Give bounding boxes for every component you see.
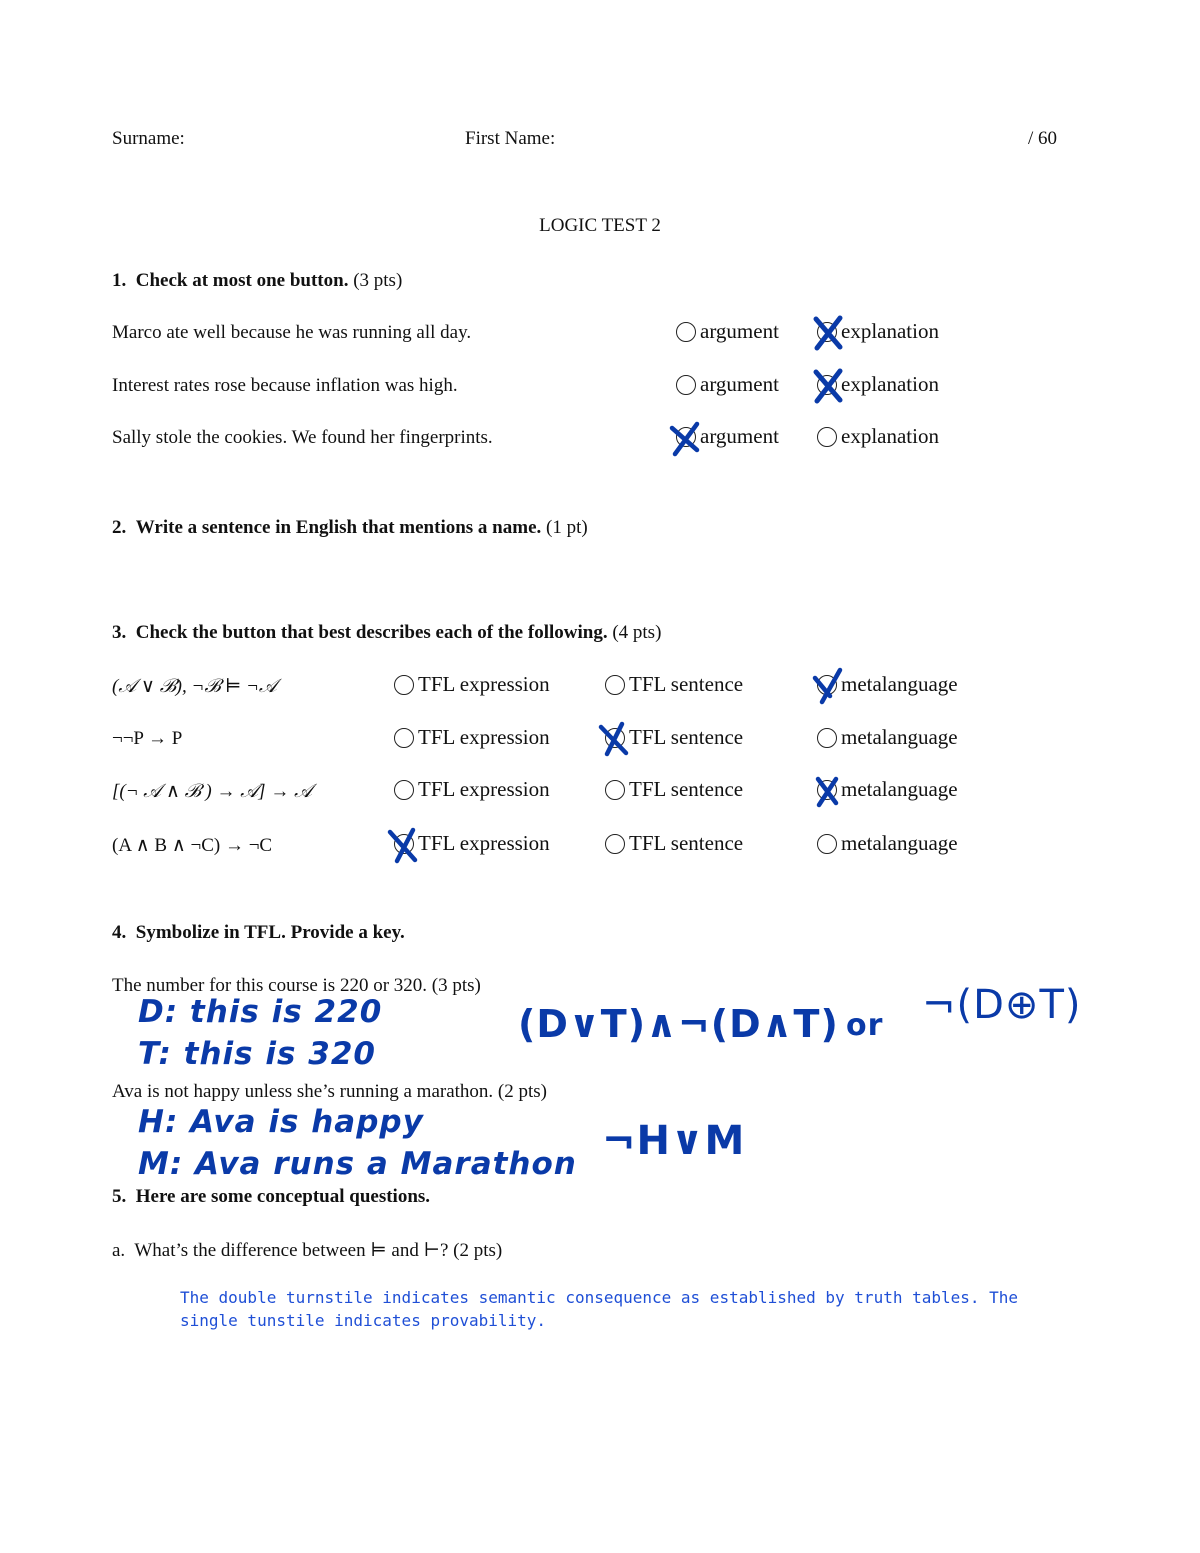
q1-item-3-option-argument[interactable]: argument <box>676 424 779 449</box>
q4a-question: The number for this course is 220 or 320. (3 pts) <box>112 975 481 996</box>
q2-heading: 2. Write a sentence in English that mentions a name. (1 pt) <box>112 517 588 538</box>
radio-button[interactable] <box>676 375 696 395</box>
checkmark-x-icon <box>387 827 423 863</box>
q5a-question: a. What’s the difference between ⊨ and ⊢? (2 pts) <box>112 1240 503 1261</box>
radio-button[interactable] <box>817 427 837 447</box>
radio-button[interactable] <box>605 780 625 800</box>
q1-item-1-option-explanation[interactable]: explanation <box>817 319 939 344</box>
q1-item-3-option-explanation[interactable]: explanation <box>817 424 939 449</box>
radio-button-checked[interactable] <box>817 780 837 800</box>
q4b-key-line-2: M: Ava runs a Marathon <box>138 1146 577 1182</box>
radio-button[interactable] <box>394 675 414 695</box>
q4a-answer-or: or <box>846 1008 884 1043</box>
radio-button[interactable] <box>817 728 837 748</box>
radio-button[interactable] <box>394 780 414 800</box>
radio-button-checked[interactable] <box>605 728 625 748</box>
radio-button[interactable] <box>605 834 625 854</box>
radio-button[interactable] <box>605 675 625 695</box>
q5-heading: 5. Here are some conceptual questions. <box>112 1186 431 1207</box>
q4-heading: 4. Symbolize in TFL. Provide a key. <box>112 922 405 943</box>
q1-item-2-option-argument[interactable]: argument <box>676 372 779 397</box>
q3-item-1-option-sentence[interactable]: TFL sentence <box>605 672 743 697</box>
checkmark-x-icon <box>810 773 846 809</box>
q1-item-2-option-explanation[interactable]: explanation <box>817 372 939 397</box>
q4b-key-line-1: H: Ava is happy <box>138 1104 424 1140</box>
q3-item-4-formula: (A ∧ B ∧ ¬C) → ¬C <box>112 835 273 856</box>
q3-item-3-option-metalanguage[interactable]: metalanguage <box>817 777 958 802</box>
radio-button[interactable] <box>817 834 837 854</box>
q3-item-4-option-metalanguage[interactable]: metalanguage <box>817 831 958 856</box>
radio-button[interactable] <box>394 728 414 748</box>
page-title: LOGIC TEST 2 <box>539 215 661 236</box>
q4b-answer: ¬H∨M <box>602 1118 746 1164</box>
checkmark-x-icon <box>810 368 846 404</box>
checkmark-x-icon <box>810 315 846 351</box>
q3-item-3-option-expression[interactable]: TFL expression <box>394 777 550 802</box>
q4a-key-line-2: T: this is 320 <box>138 1036 376 1072</box>
q3-heading: 3. Check the button that best describes each of the following. (4 pts) <box>112 622 662 643</box>
q3-item-2-option-expression[interactable]: TFL expression <box>394 725 550 750</box>
q3-item-4-option-expression[interactable]: TFL expression <box>394 831 550 856</box>
q3-item-1-formula: (𝒜 ∨ ℬ), ¬ℬ ⊨ ¬𝒜 <box>112 676 277 697</box>
radio-button-checked[interactable] <box>817 675 837 695</box>
q1-item-2-text: Interest rates rose because inflation was high. <box>112 375 458 396</box>
q3-item-1-option-expression[interactable]: TFL expression <box>394 672 550 697</box>
surname-label: Surname: <box>112 128 185 149</box>
q3-item-3-option-sentence[interactable]: TFL sentence <box>605 777 743 802</box>
firstname-label: First Name: <box>465 128 556 149</box>
radio-button[interactable] <box>676 322 696 342</box>
q3-item-2-option-sentence[interactable]: TFL sentence <box>605 725 743 750</box>
q1-item-1-text: Marco ate well because he was running all day. <box>112 322 472 343</box>
q3-item-2-formula: ¬¬P → P <box>112 728 183 749</box>
radio-button-checked[interactable] <box>676 427 696 447</box>
q1-item-1-option-argument[interactable]: argument <box>676 319 779 344</box>
q1-heading: 1. Check at most one button. (3 pts) <box>112 270 403 291</box>
q4a-answer: (D∨T)∧¬(D∧T) <box>518 1002 839 1046</box>
q4a-answer-alt: ¬(D⊕T) <box>922 982 1082 1028</box>
checkmark-x-icon <box>598 721 634 757</box>
checkmark-x-icon <box>669 420 705 456</box>
q4a-key-line-1: D: this is 220 <box>138 994 383 1030</box>
q3-item-2-option-metalanguage[interactable]: metalanguage <box>817 725 958 750</box>
q3-item-3-formula: [(¬ 𝒜 ∧ ℬ ) → 𝒜] → 𝒜 <box>112 781 313 802</box>
score-label: / 60 <box>1028 128 1058 149</box>
q4b-question: Ava is not happy unless she’s running a marathon. (2 pts) <box>112 1081 547 1102</box>
q3-item-1-option-metalanguage[interactable]: metalanguage <box>817 672 958 697</box>
q1-item-3-text: Sally stole the cookies. We found her fingerprints. <box>112 427 493 448</box>
radio-button-checked[interactable] <box>817 322 837 342</box>
radio-button-checked[interactable] <box>394 834 414 854</box>
q5a-answer[interactable]: The double turnstile indicates semantic consequence as established by truth tables. The single tunstile indicates provability. <box>180 1288 1019 1330</box>
radio-button-checked[interactable] <box>817 375 837 395</box>
q3-item-4-option-sentence[interactable]: TFL sentence <box>605 831 743 856</box>
checkmark-x-icon <box>810 668 846 704</box>
